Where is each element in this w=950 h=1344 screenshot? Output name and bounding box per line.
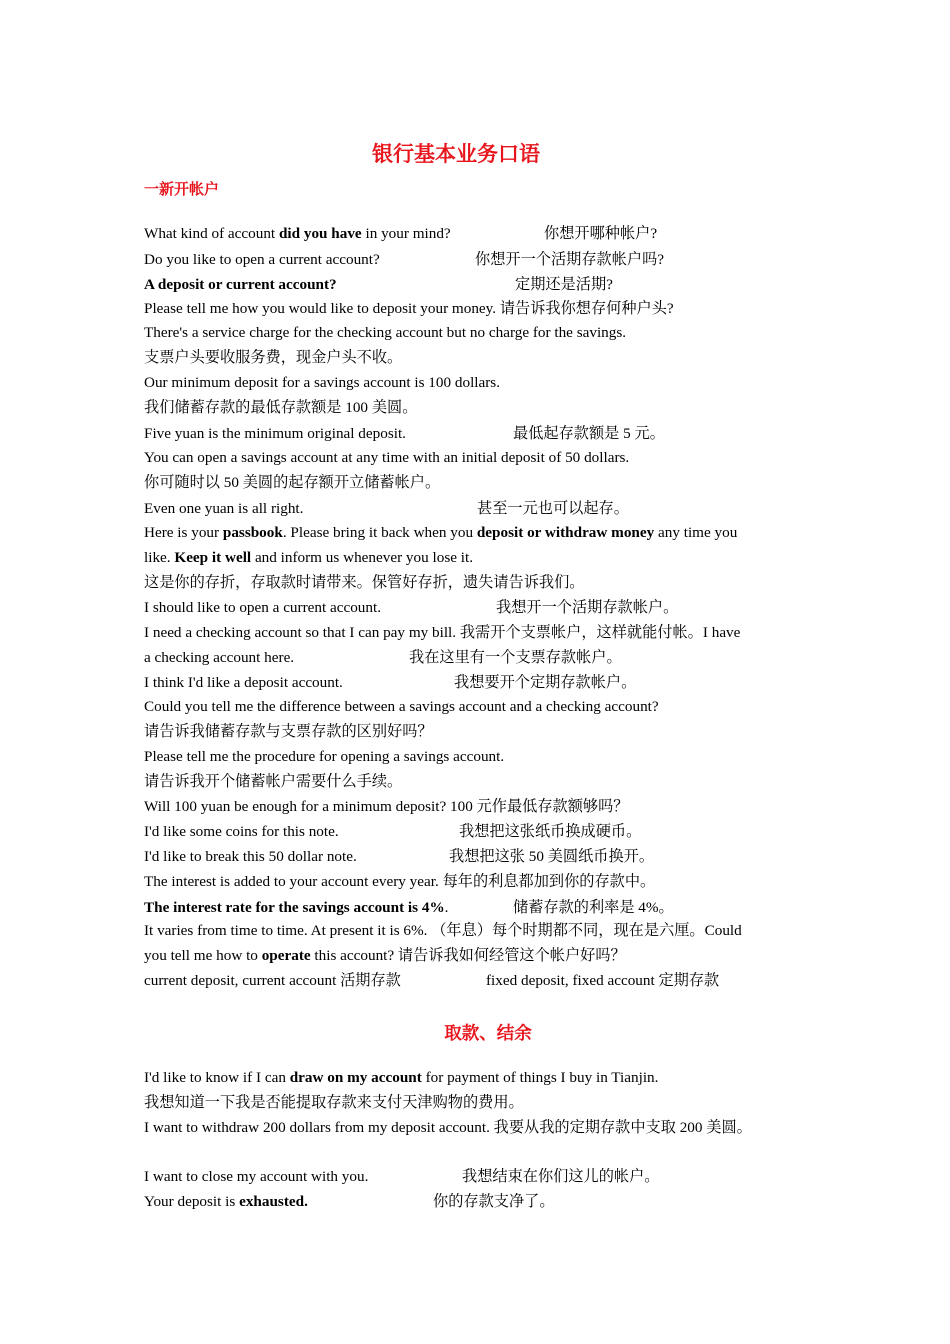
text-line: The interest is added to your account every year. 每年的利息都加到你的存款中。 xyxy=(144,873,656,890)
text-line: like. Keep it well and inform us whenever you lose it. xyxy=(144,549,473,566)
text-line: I'd like to know if I can draw on my account for payment of things I buy in Tianjin. xyxy=(144,1069,659,1086)
text-line: I think I'd like a deposit account. xyxy=(144,674,343,691)
section-heading-withdrawal: 取款、结余 xyxy=(444,1024,532,1044)
text-line: What kind of account did you have in your mind? xyxy=(144,225,451,242)
translation: 我想把这张 50 美圆纸币换开。 xyxy=(449,848,655,865)
text-line: Our minimum deposit for a savings account is 100 dollars. xyxy=(144,374,501,391)
translation: 你想开一个活期存款帐户吗? xyxy=(475,251,664,268)
text-line: 我们储蓄存款的最低存款额是 100 美圆。 xyxy=(144,399,418,416)
text-line: 我想知道一下我是否能提取存款来支付天津购物的费用。 xyxy=(144,1094,524,1111)
translation: 储蓄存款的利率是 4%。 xyxy=(513,899,674,916)
text-line: It varies from time to time. At present it is 6%. （年息）每个时期都不同，现在是六厘。Could xyxy=(144,922,742,939)
translation: 你想开哪种帐户? xyxy=(544,225,658,242)
text-line: I'd like to break this 50 dollar note. xyxy=(144,848,357,865)
translation: 甚至一元也可以起存。 xyxy=(477,500,629,517)
translation: 我想要开个定期存款帐户。 xyxy=(454,674,637,691)
translation: 我在这里有一个支票存款帐户。 xyxy=(409,649,622,666)
text-line: Five yuan is the minimum original deposit. xyxy=(144,425,406,442)
translation: fixed deposit, fixed account 定期存款 xyxy=(486,972,720,989)
text-line: Your deposit is exhausted. xyxy=(144,1193,308,1210)
text-line: current deposit, current account 活期存款 xyxy=(144,972,401,989)
text-line: 支票户头要收服务费，现金户头不收。 xyxy=(144,349,403,366)
text-line: 请告诉我储蓄存款与支票存款的区别好吗？ xyxy=(144,723,433,740)
text-line: I should like to open a current account. xyxy=(144,599,382,616)
text-line: A deposit or current account? xyxy=(144,276,337,293)
text-line: Do you like to open a current account? xyxy=(144,251,380,268)
text-line: Please tell me the procedure for opening a savings account. xyxy=(144,748,505,765)
text-line: I'd like some coins for this note. xyxy=(144,823,339,840)
text-line: There's a service charge for the checking account but no charge for the savings. xyxy=(144,324,627,341)
text-line: Here is your passbook. Please bring it back when you deposit or withdraw money any time you xyxy=(144,524,738,541)
text-line: I need a checking account so that I can pay my bill. 我需开个支票帐户，这样就能付帐。I have xyxy=(144,624,741,641)
translation: 我想结束在你们这儿的帐户。 xyxy=(462,1168,660,1185)
translation: 我想开一个活期存款帐户。 xyxy=(496,599,679,616)
text-line: Could you tell me the difference between a savings account and a checking account? xyxy=(144,698,659,715)
text-line: I want to close my account with you. xyxy=(144,1168,369,1185)
text-line: a checking account here. xyxy=(144,649,295,666)
text-line: you tell me how to operate this account? 请告诉我如何经管这个帐户好吗？ xyxy=(144,947,626,964)
text-line: You can open a savings account at any time with an initial deposit of 50 dollars. xyxy=(144,449,630,466)
text-line: Please tell me how you would like to deposit your money. 请告诉我你想存何种户头? xyxy=(144,300,674,317)
text-line: Even one yuan is all right. xyxy=(144,500,304,517)
text-line: 请告诉我开个储蓄帐户需要什么手续。 xyxy=(144,773,403,790)
translation: 你的存款支净了。 xyxy=(433,1193,555,1210)
translation: 最低起存款额是 5 元。 xyxy=(513,425,665,442)
text-line: The interest rate for the savings account is 4%. xyxy=(144,899,449,916)
translation: 定期还是活期? xyxy=(515,276,613,293)
section-heading-open-account: 一新开帐户 xyxy=(144,180,220,198)
text-line: 你可随时以 50 美圆的起存额开立储蓄帐户。 xyxy=(144,474,441,491)
text-line: I want to withdraw 200 dollars from my deposit account. 我要从我的定期存款中支取 200 美圆。 xyxy=(144,1119,752,1136)
text-line: 这是你的存折，存取款时请带来。保管好存折，遗失请告诉我们。 xyxy=(144,574,585,591)
page-title: 银行基本业务口语 xyxy=(372,142,540,166)
translation: 我想把这张纸币换成硬币。 xyxy=(459,823,642,840)
text-line: Will 100 yuan be enough for a minimum deposit? 100 元作最低存款额够吗？ xyxy=(144,798,629,815)
